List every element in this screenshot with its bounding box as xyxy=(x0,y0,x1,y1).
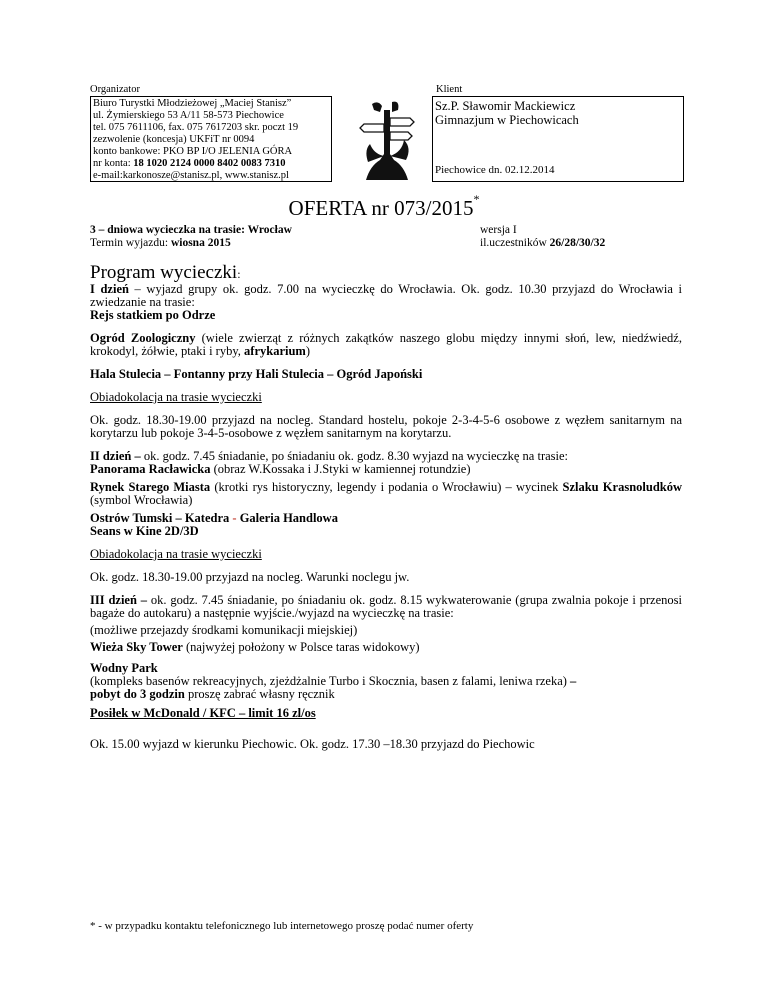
day1-paragraph: I dzień – wyjazd grupy ok. godz. 7.00 na wycieczkę do Wrocławia. Ok. godz. 10.30 przyjazd do Wrocławia i zwiedzanie na trasie: Rejs statkiem po Odrze xyxy=(90,282,682,322)
organizer-box xyxy=(90,96,332,182)
client-name: Sz.P. Sławomir Mackiewicz xyxy=(435,99,576,113)
client-label: Klient xyxy=(436,84,463,95)
cinema: Seans w Kine 2D/3D xyxy=(90,524,199,538)
night1-paragraph: Ok. godz. 18.30-19.00 przyjazd na nocleg. Standard hostelu, pokoje 2-3-4-5-6 osobowe z węzłem sanitarnym na korytarzu lub pokoje 3-4-5-osobowe z węzłem sanitarnym na korytarzu. xyxy=(90,413,682,440)
organizer-line: tel. 075 7611106, fax. 075 7617203 skr. poczt 19 xyxy=(93,122,299,133)
organizer-line: Biuro Turystki Młodzieżowej „Maciej Stanisz” xyxy=(93,98,292,109)
tower-paragraph: Wieża Sky Tower (najwyżej położony w Polsce taras widokowy) xyxy=(90,640,420,654)
signpost-tree-logo xyxy=(358,100,418,182)
organizer-line: ul. Żymierskiego 53 A/11 58-573 Piechowice xyxy=(93,110,284,121)
dinner2: Obiadokolacja na trasie wycieczki xyxy=(90,547,262,561)
account-number: 18 1020 2124 0000 8402 0083 7310 xyxy=(133,158,286,169)
version: wersja I xyxy=(480,224,517,236)
organizer-line: zezwolenie (koncesja) UKFiT nr 0094 xyxy=(93,134,255,145)
term-line: Termin wyjazdu: wiosna 2015 xyxy=(90,237,231,249)
water-paragraph: Wodny Park (kompleks basenów rekreacyjnych, zjeżdżalnie Turbo i Skocznia, basen z falami, leniwa rzeka) – pobyt do 3 godzin proszę zabrać własny ręcznik xyxy=(90,661,577,701)
participants-line: il.uczestników 26/28/30/32 xyxy=(480,237,606,249)
night2-paragraph: Ok. godz. 18.30-19.00 przyjazd na nocleg. Warunki noclegu jw. xyxy=(90,570,410,584)
title-footnote-mark: * xyxy=(473,192,480,206)
return-paragraph: Ok. 15.00 wyjazd w kierunku Piechowic. Ok. godz. 17.30 –18.30 przyjazd do Piechowic xyxy=(90,737,535,751)
email-line: e-mail:karkonosze@stanisz.pl, www.stanisz.pl xyxy=(93,170,289,181)
trip-line: 3 – dniowa wycieczka na trasie: Wrocław xyxy=(90,224,292,236)
version-info xyxy=(480,224,605,250)
ostrow-paragraph: Ostrów Tumski – Katedra - Galeria Handlowa Seans w Kine 2D/3D xyxy=(90,511,338,538)
transport-paragraph: (możliwe przejazdy środkami komunikacji miejskiej) xyxy=(90,623,358,637)
meal-paragraph: Posiłek w McDonald / KFC – limit 16 zl/os xyxy=(90,706,316,720)
organizer-line: konto bankowe: PKO BP I/O JELENIA GÓRA xyxy=(93,146,293,157)
client-org: Gimnazjum w Piechowicach xyxy=(435,113,579,127)
date-line: Piechowice dn. 02.12.2014 xyxy=(435,164,555,176)
client-box xyxy=(432,96,684,182)
footnote: * - w przypadku kontaktu telefonicznego lub internetowego proszę podać numer oferty xyxy=(90,920,474,932)
program-heading: Program wycieczki: xyxy=(90,262,241,283)
zoo-paragraph: Ogród Zoologiczny (wiele zwierząt z różnych zakątków naszego globu między innymi słoń, lew, niedźwiedź, krokodyl, żółwie, ptaki i ryby, afrykarium) xyxy=(90,331,682,358)
account-line: nr konta: 18 1020 2124 0000 8402 0083 7310 xyxy=(93,158,286,169)
rynek-paragraph: Rynek Starego Miasta (krotki rys historyczny, legendy i podania o Wrocławiu) – wycinek Szlaku Krasnoludków (symbol Wrocławia) xyxy=(90,480,682,507)
offer-title: OFERTA nr 073/2015* xyxy=(288,192,480,220)
trip-info xyxy=(90,224,292,250)
day2-paragraph: II dzień – ok. godz. 7.45 śniadanie, po śniadaniu ok. godz. 8.30 wyjazd na wycieczkę na trasie: Panorama Racławicka (obraz W.Kossaka i J.Styki w kamiennej rotundzie) xyxy=(90,449,569,476)
dinner1: Obiadokolacja na trasie wycieczki xyxy=(90,390,262,404)
program-body xyxy=(90,283,682,761)
day3-paragraph: III dzień – ok. godz. 7.45 śniadanie, po śniadaniu ok. godz. 8.15 wykwaterowanie (grupa zwalnia pokoje i przenosi bagaże do autokaru) a następnie wyjście./wyjazd na wycieczkę na trasie: xyxy=(90,593,682,620)
organizer-label: Organizator xyxy=(90,84,140,95)
hala-paragraph: Hala Stulecia – Fontanny przy Hali Stulecia – Ogród Japoński xyxy=(90,367,423,381)
cruise: Rejs statkiem po Odrze xyxy=(90,308,216,322)
